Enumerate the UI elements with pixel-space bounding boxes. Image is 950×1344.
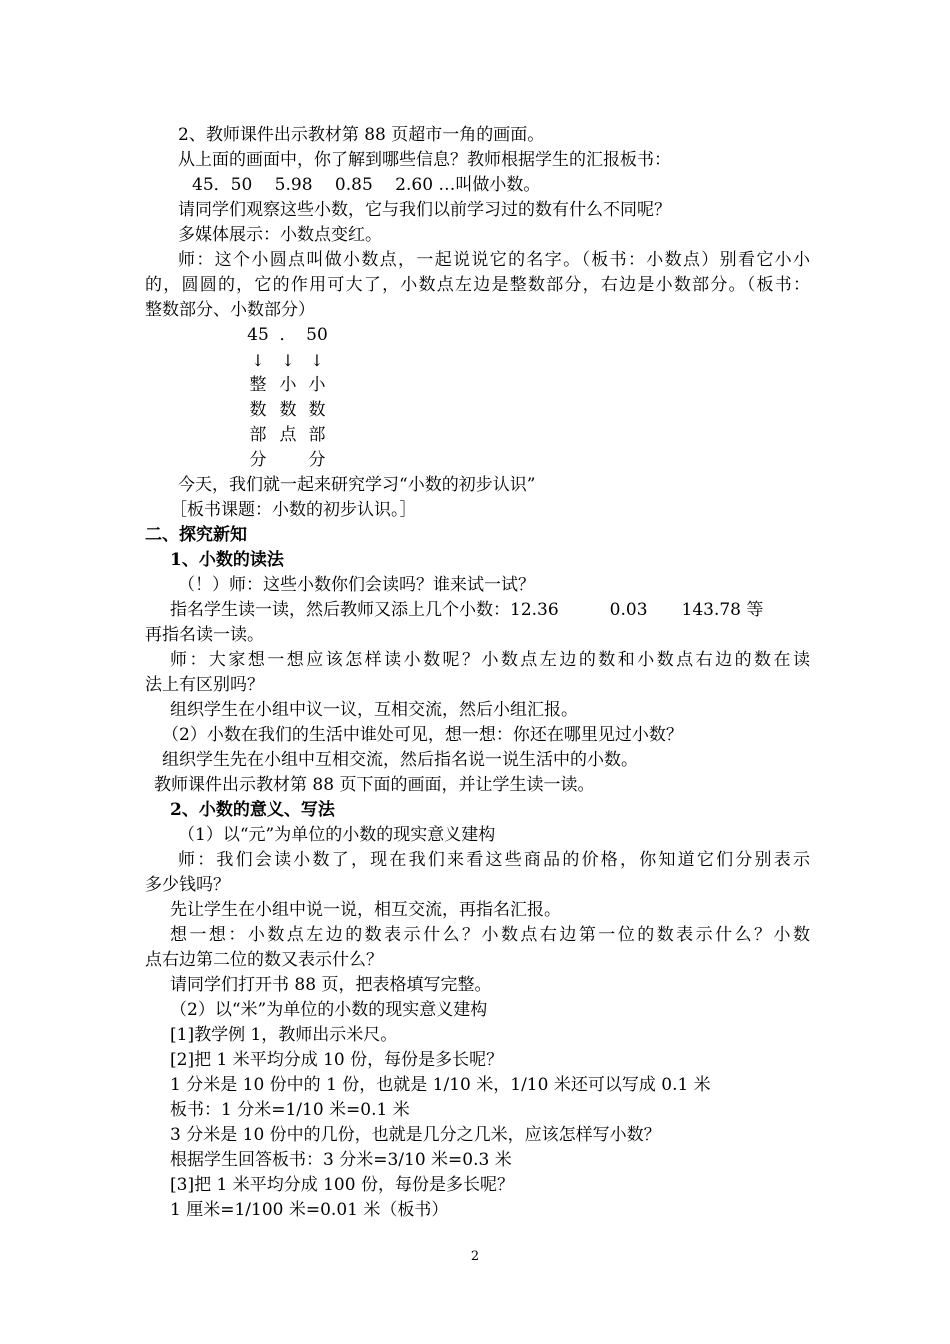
label-char: 分 [308,450,326,470]
subsection-heading: 1、小数的读法 [170,550,284,570]
text-line: 请同学们观察这些小数，它与我们以前学习过的数有什么不同呢？ [178,200,671,220]
label-char: 整 [249,375,267,395]
text-line: 根据学生回答板书：3 分米=3/10 米=0.3 米 [170,1150,512,1170]
text-line: 再指名读一读。 [145,625,264,645]
text-line: 教师课件出示教材第 88 页下面的画面，并让学生读一读。 [154,775,595,795]
text-line: 请同学们打开书 88 页，把表格填写完整。 [170,975,492,995]
section-heading: 二、探究新知 [145,525,247,545]
text-line: 从上面的画面中，你了解到哪些信息？教师根据学生的汇报板书： [178,150,671,170]
decimal-point-symbol: ． [279,325,297,345]
decimal-examples: 45．50 5.98 0.85 2.60 …叫做小数。 [192,175,541,195]
text-line: （2）以“米”为单位的小数的现实意义建构 [170,1000,488,1020]
text-line: 多少钱吗？ [145,875,230,895]
label-char: 部 [308,425,326,445]
text-line: 组织学生在小组中议一议，互相交流，然后小组汇报。 [170,700,578,720]
text-line: 2、教师课件出示教材第 88 页超市一角的画面。 [178,125,545,145]
text-line: （！）师：这些小数你们会读吗？谁来试一试？ [178,575,535,595]
down-arrow-icon: ↓ [281,351,295,370]
text-line: 先让学生在小组中说一说，相互交流，再指名汇报。 [170,900,561,920]
text-line: （2）小数在我们的生活中谁处可见，想一想：你还在哪里见过小数？ [162,725,683,745]
down-arrow-icon: ↓ [310,351,324,370]
label-char: 数 [308,400,326,420]
integer-part-value: 45 [247,325,269,345]
text-line: 法上有区别吗？ [145,675,264,695]
page-number: 2 [470,1249,480,1264]
text-line: 1 厘米=1/100 米=0.01 米（板书） [170,1200,449,1220]
label-char: 数 [249,400,267,420]
text-line: [1]教学例 1，教师出示米尺。 [170,1025,398,1045]
text-line: 指名学生读一读，然后教师又添上几个小数：12.36 0.03 143.78 等 [170,600,764,620]
text-line: （1）以“元”为单位的小数的现实意义建构 [178,825,496,845]
label-char: 小 [308,375,326,395]
text-line: ［板书课题：小数的初步认识。］ [170,500,417,520]
text-line: 点右边第二位的数又表示什么？ [145,950,383,970]
subsection-heading: 2、小数的意义、写法 [170,800,335,820]
text-line: 的，圆圆的，它的作用可大了，小数点左边是整数部分，右边是小数部分。（板书： [145,275,810,295]
label-char: 点 [279,425,297,445]
text-line: 想一想：小数点左边的数表示什么？小数点右边第一位的数表示什么？小数 [170,925,810,945]
decimal-part-value: 50 [306,325,328,345]
down-arrow-icon: ↓ [251,351,265,370]
label-char: 部 [249,425,267,445]
text-line: [3]把 1 米平均分成 100 份，每份是多长呢？ [170,1175,514,1195]
label-char: 分 [249,450,267,470]
text-line: 板书：1 分米=1/10 米=0.1 米 [170,1100,410,1120]
text-line: 师：我们会读小数了，现在我们来看这些商品的价格，你知道它们分别表示 [178,850,810,870]
text-line: 师：大家想一想应该怎样读小数呢？小数点左边的数和小数点右边的数在读 [170,650,810,670]
text-line: [2]把 1 米平均分成 10 份，每份是多长呢？ [170,1050,504,1070]
text-line: 1 分米是 10 份中的 1 份，也就是 1/10 米，1/10 米还可以写成 0.1 米 [170,1075,711,1095]
label-char: 小 [279,375,297,395]
text-line: 组织学生先在小组中互相交流，然后指名说一说生活中的小数。 [162,750,638,770]
text-line: 今天，我们就一起来研究学习“小数的初步认识” [178,475,536,495]
label-char: 数 [279,400,297,420]
text-line: 整数部分、小数部分） [145,300,315,320]
text-line: 多媒体展示：小数点变红。 [178,225,382,245]
text-line: 师：这个小圆点叫做小数点，一起说说它的名字。（板书：小数点）别看它小小 [178,250,810,270]
text-line: 3 分米是 10 份中的几份，也就是几分之几米，应该怎样写小数？ [170,1125,661,1145]
